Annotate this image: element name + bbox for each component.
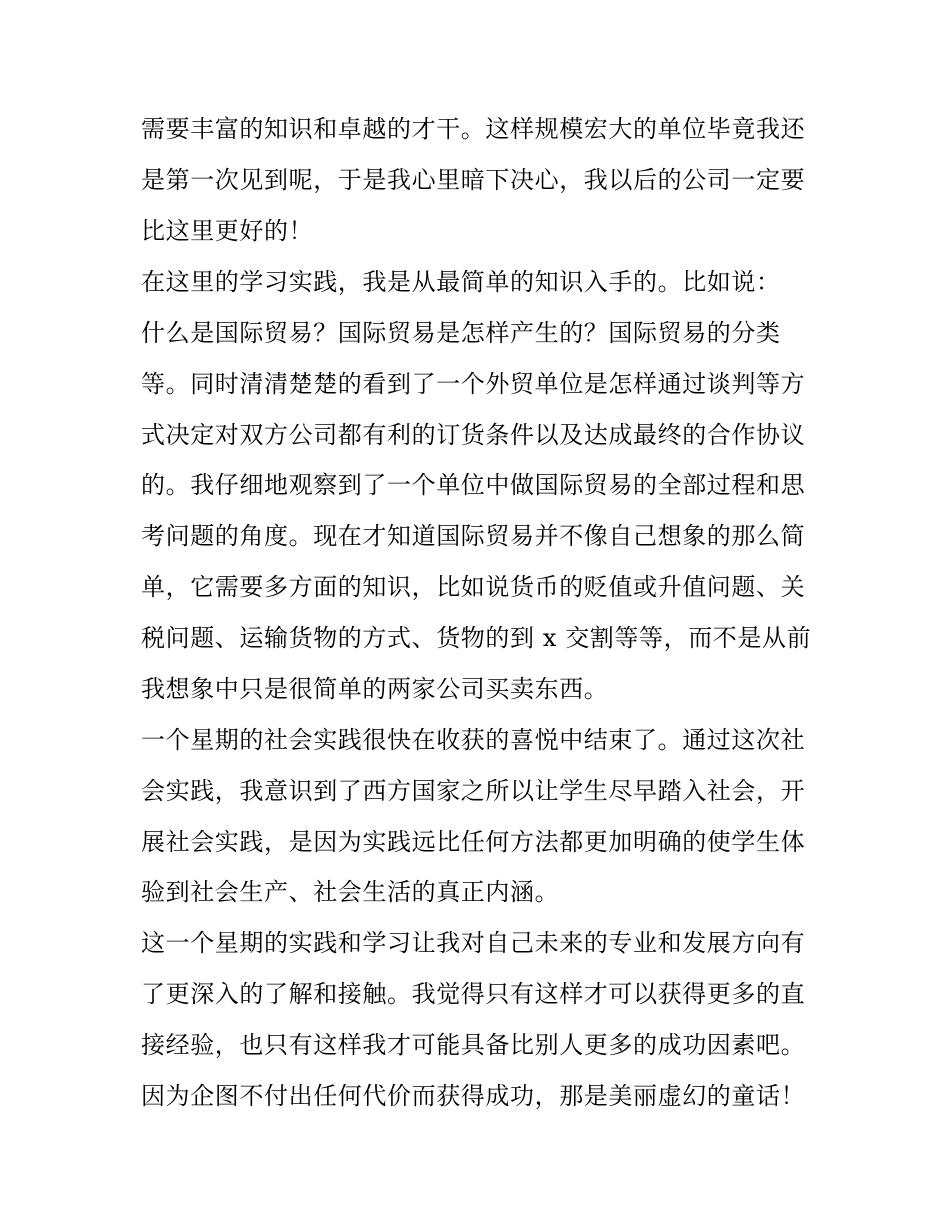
text-line: 了更深入的了解和接触。我觉得只有这样才可以获得更多的直 bbox=[141, 980, 806, 1008]
text-line: 接经验，也只有这样我才可能具备比别人更多的成功因素吧。 bbox=[141, 1031, 806, 1059]
text-line: 我想象中只是很简单的两家公司买卖东西。 bbox=[141, 675, 609, 703]
text-line: 展社会实践，是因为实践远比任何方法都更加明确的使学生体 bbox=[141, 828, 806, 856]
text-line: 什么是国际贸易？国际贸易是怎样产生的？国际贸易的分类 bbox=[141, 319, 781, 347]
text-line: 在这里的学习实践，我是从最简单的知识入手的。比如说： bbox=[141, 268, 781, 296]
text-line: 验到社会生产、社会生活的真正内涵。 bbox=[141, 878, 560, 906]
text-line: 是第一次见到呢，于是我心里暗下决心，我以后的公司一定要 bbox=[141, 166, 806, 194]
text-line: 这一个星期的实践和学习让我对自己未来的专业和发展方向有 bbox=[141, 929, 806, 957]
text-line: 的。我仔细地观察到了一个单位中做国际贸易的全部过程和思 bbox=[141, 471, 806, 499]
text-line: 一个星期的社会实践很快在收获的喜悦中结束了。通过这次社 bbox=[141, 726, 806, 754]
text-line: 因为企图不付出任何代价而获得成功，那是美丽虚幻的童话！ bbox=[141, 1082, 806, 1110]
text-line: 单，它需要多方面的知识，比如说货币的贬值或升值问题、关 bbox=[141, 573, 806, 601]
text-line: 会实践，我意识到了西方国家之所以让学生尽早踏入社会，开 bbox=[141, 777, 806, 805]
text-line: 需要丰富的知识和卓越的才干。这样规模宏大的单位毕竟我还 bbox=[141, 115, 806, 143]
text-line: 税问题、运输货物的方式、货物的到 x 交割等等，而不是从前 bbox=[141, 624, 812, 652]
text-line: 考问题的角度。现在才知道国际贸易并不像自己想象的那么简 bbox=[141, 522, 806, 550]
text-line: 比这里更好的！ bbox=[141, 217, 314, 245]
text-line: 式决定对双方公司都有利的订货条件以及达成最终的合作协议 bbox=[141, 421, 806, 449]
text-line: 等。同时清清楚楚的看到了一个外贸单位是怎样通过谈判等方 bbox=[141, 370, 806, 398]
